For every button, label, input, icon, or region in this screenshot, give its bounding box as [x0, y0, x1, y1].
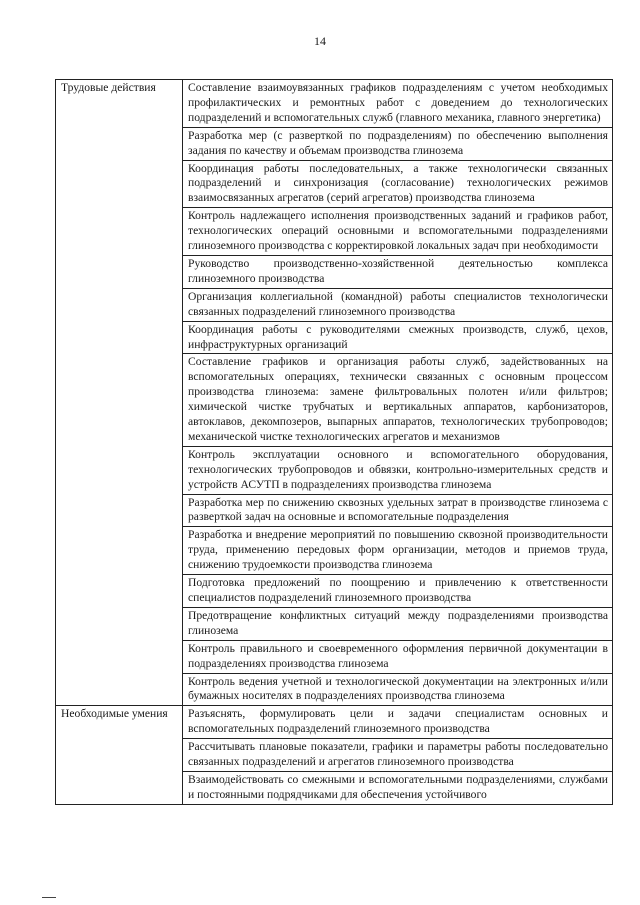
table-cell-text: Разработка мер по снижению сквозных удельных затрат в производстве глинозема с разверткой задач на основные и вспомогательные подразделения: [183, 494, 613, 527]
page-edge-mark: [42, 897, 56, 898]
table-cell-text: Взаимодействовать со смежными и вспомогательными подразделениями, службами и постоянными подрядчиками для обеспечения устойчивого: [183, 771, 613, 804]
table-cell-text: Руководство производственно-хозяйственной деятельностью комплекса глиноземного производства: [183, 255, 613, 288]
table-cell-text: Контроль ведения учетной и технологической документации на электронных и/или бумажных носителях в подразделениях производства глинозема: [183, 673, 613, 706]
table-row: [56, 80, 613, 128]
specification-table-body: [56, 80, 613, 805]
specification-table: [55, 79, 613, 805]
table-row: [56, 706, 613, 739]
table-cell-text: Рассчитывать плановые показатели, графики и параметры работы последовательно связанных подразделений и агрегатов глиноземного производства: [183, 739, 613, 772]
table-cell-text: Составление графиков и организация работы служб, задействованных на вспомогательных операциях, технически связанных с основным процессом производства глинозема: замене фильтровальных полотен и/или фильтров; химической чистке трубчатых и вертикальных аппаратов, карбонизаторов, автоклавов, декомпозеров, выпарных аппаратов, технологических трубопроводов; механической чистке технологических агрегатов и механизмов: [183, 354, 613, 446]
table-cell-text: Координация работы последовательных, а также технологически связанных подразделений и синхронизация (согласование) технологических режимов взаимосвязанных агрегатов (серий агрегатов) производства глинозема: [183, 160, 613, 208]
table-cell-text: Контроль эксплуатации основного и вспомогательного оборудования, технологических трубопроводов и обвязки, контрольно-измерительных средств и устройств АСУТП в подразделениях производства глинозема: [183, 446, 613, 494]
page-number: 14: [314, 34, 326, 48]
table-cell-text: Подготовка предложений по поощрению и привлечению к ответственности специалистов подразделений глиноземного производства: [183, 575, 613, 608]
table-cell-text: Разработка и внедрение мероприятий по повышению сквозной производительности труда, применению передовых форм организации, методов и приемов труда, снижению трудоемкости производства глинозема: [183, 527, 613, 575]
table-cell-text: Предотвращение конфликтных ситуаций между подразделениями производства глинозема: [183, 607, 613, 640]
table-cell-text: Составление взаимоувязанных графиков подразделениям с учетом необходимых профилактических и ремонтных работ с доведением до технологических подразделений и вспомогательных служб (главного механика, главного энергетика): [183, 80, 613, 128]
table-cell-text: Разъяснять, формулировать цели и задачи специалистам основных и вспомогательных подразделений глиноземного производства: [183, 706, 613, 739]
table-cell-text: Контроль правильного и своевременного оформления первичной документации в подразделениях производства глинозема: [183, 640, 613, 673]
table-cell-text: Организация коллегиальной (командной) работы специалистов технологически связанных подразделений глиноземного производства: [183, 288, 613, 321]
table-cell-text: Координация работы с руководителями смежных производств, служб, цехов, инфраструктурных организаций: [183, 321, 613, 354]
table-cell-text: Контроль надлежащего исполнения производственных заданий и графиков работ, технологических операций основными и вспомогательными подразделениями глиноземного производства с корректировкой локальных задач при необходимости: [183, 208, 613, 256]
section-label: Трудовые действия: [56, 80, 183, 706]
table-cell-text: Разработка мер (с разверткой по подразделениям) по обеспечению выполнения задания по качеству и объемам производства глинозема: [183, 127, 613, 160]
section-label: Необходимые умения: [56, 706, 183, 804]
